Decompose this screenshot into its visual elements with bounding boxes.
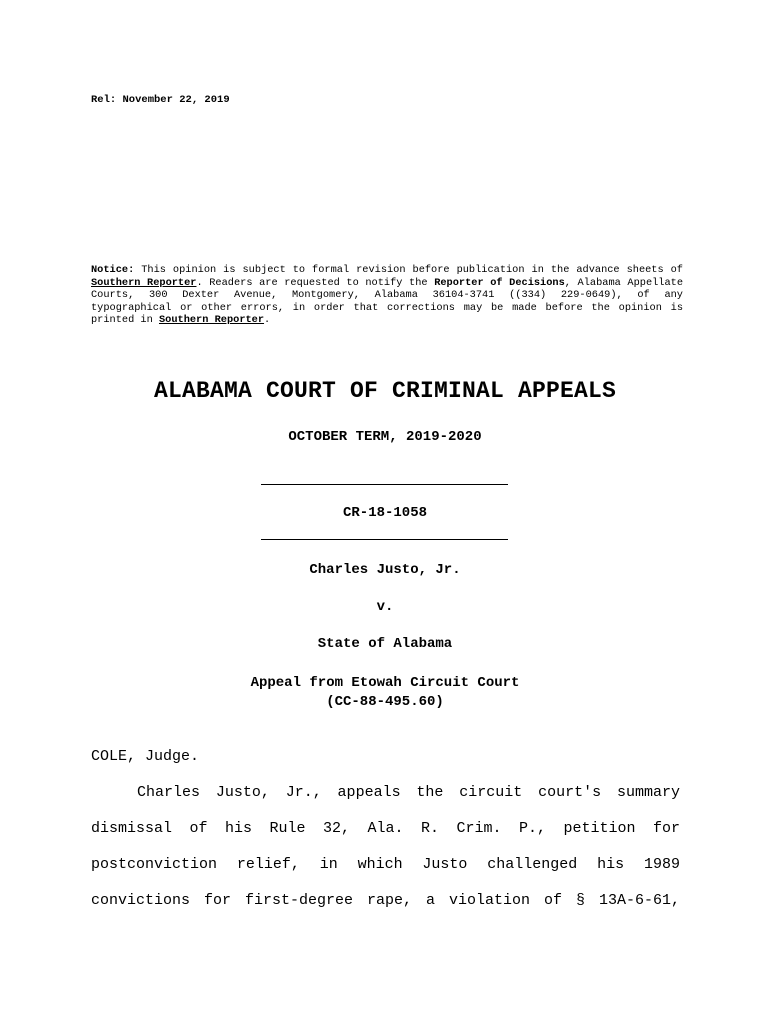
rule-lower [261, 539, 508, 540]
appellant-name: Charles Justo, Jr. [309, 562, 461, 578]
notice-label: Notice: [91, 264, 135, 276]
publication-notice [91, 264, 683, 327]
release-date: Rel: November 22, 2019 [91, 94, 230, 106]
appeal-from: Appeal from Etowah Circuit Court [250, 675, 520, 691]
case-number: CR-18-1058 [342, 505, 427, 521]
opinion-line: convictions for first-degree rape, a violation of § 13A-6-61, [91, 892, 680, 909]
notice-text-3: , Alabama Appellate Courts, 300 Dexter Avenue, Montgomery, Alabama 36104-3741 ((334) 229-0649), of any typographical or other errors, in order that corrections may be made before the opinion is printed in [91, 276, 684, 327]
notice-text-2: . Readers are requested to notify the [196, 276, 435, 289]
notice-reporter-of-decisions: Reporter of Decisions [434, 276, 565, 289]
judge-name: COLE, Judge. [91, 748, 200, 765]
notice-text-1: This opinion is subject to formal revision before publication in the advance sheets of [134, 264, 683, 276]
term-line: OCTOBER TERM, 2019-2020 [288, 429, 482, 445]
notice-southern-reporter-1: Southern Reporter [91, 276, 197, 289]
circuit-case-number: (CC-88-495.60) [326, 694, 444, 710]
appellee-name: State of Alabama [317, 636, 453, 652]
notice-southern-reporter-2: Southern Reporter [158, 314, 265, 327]
rule-upper [261, 484, 508, 485]
opinion-line: postconviction relief, in which Justo challenged his 1989 [91, 856, 680, 873]
notice-text-4: . [264, 314, 271, 327]
versus: v. [376, 599, 394, 615]
opinion-line: dismissal of his Rule 32, Ala. R. Crim. P., petition for [91, 820, 680, 837]
court-title: ALABAMA COURT OF CRIMINAL APPEALS [153, 378, 617, 404]
opinion-line: Charles Justo, Jr., appeals the circuit court's summary [137, 784, 680, 801]
